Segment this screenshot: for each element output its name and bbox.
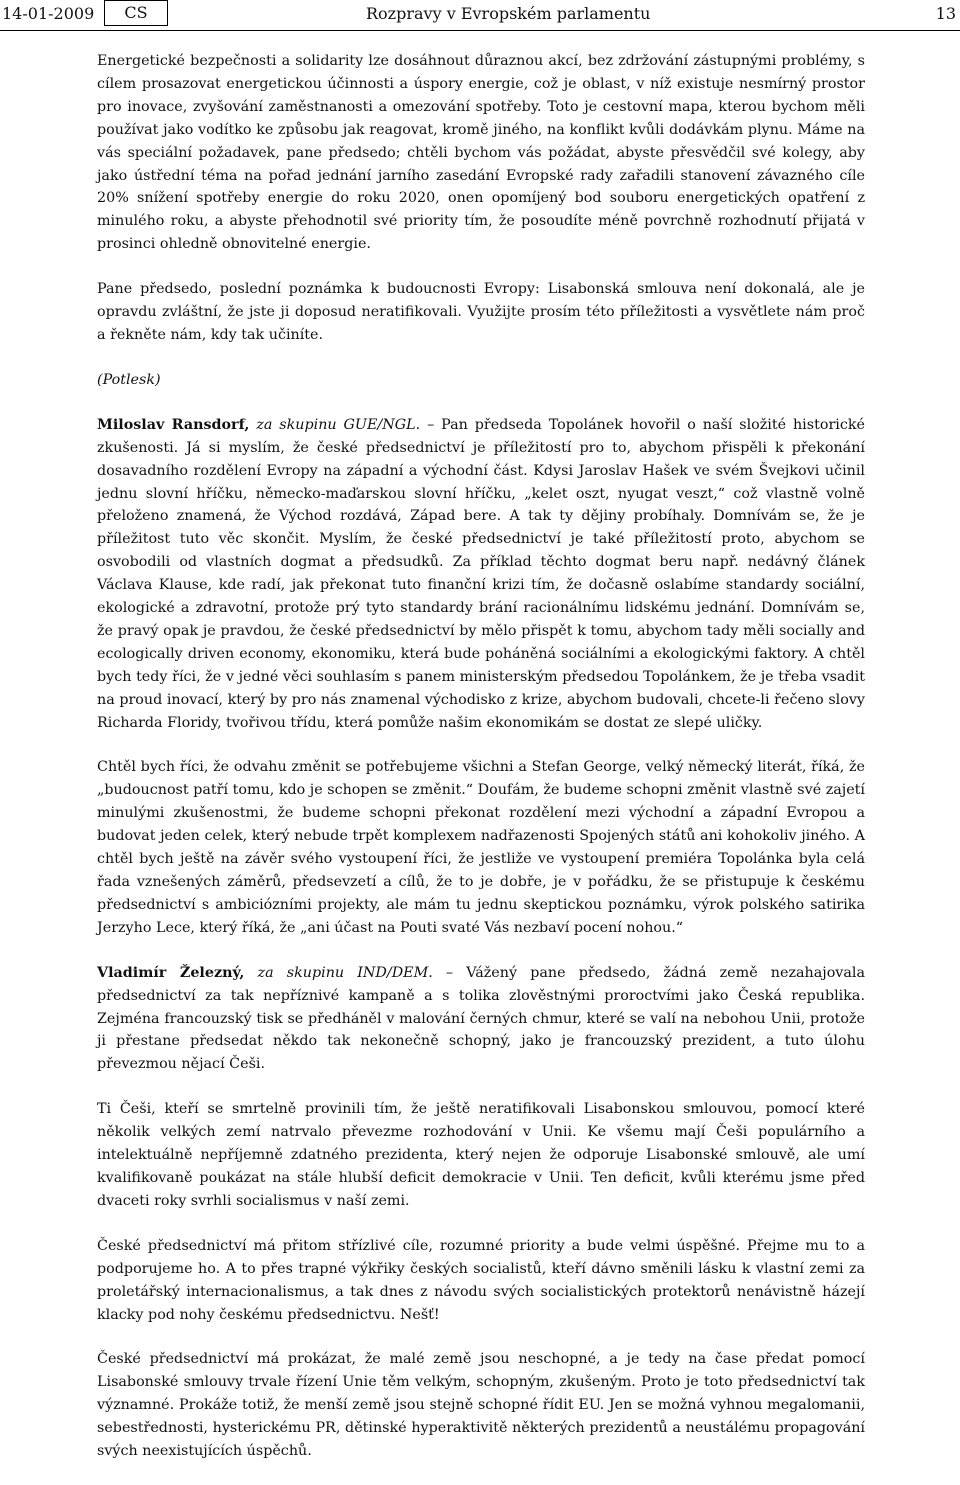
header-title: Rozpravy v Evropském parlamentu bbox=[366, 4, 651, 23]
speech-zelezny bbox=[97, 962, 865, 1077]
applause-note: (Potlesk) bbox=[97, 371, 161, 388]
paragraph: Pane předsedo, poslední poznámka k budoucnosti Evropy: Lisabonská smlouva není dokonalá, ale je opravdu zvláštní, že jste ji doposud neratifikovali. Využijte prosím této příležitosti a vysvětlete nám proč a řekněte nám, kdy tak učiníte. bbox=[97, 281, 865, 343]
speaker-group: za skupinu GUE/NGL. bbox=[256, 416, 421, 433]
paragraph: České předsednictví má přitom střízlivé cíle, rozumné priority a bude velmi úspěšné. Přejme mu to a podporujeme ho. A to přes trapné výkřiky českých socialistů, kteří dávno směnili lásku k vlastní zemi za proletářský internacionalismus, a tak dnes z návodu svých socialistických protektorů nenávistně házejí klacky pod nohy českému předsednictvu. Nešť! bbox=[97, 1237, 865, 1323]
header-language-box: CS bbox=[104, 0, 168, 26]
paragraph: Ti Češi, kteří se smrtelně provinili tím, že ještě neratifikovali Lisabonskou smlouvou, pomocí které několik velkých zemí natrvalo převezme rozhodování v Unii. Ke všemu mají Češi populárního a intelektuálně nepříjemně zdatného prezidenta, který nejen že odporuje Lisabonské smlouvě, ale umí kvalifikovaně poukázat na stále hlubší deficit demokracie v Unii. Ten deficit, kvůli kterému jsme před dvaceti roky svrhli socialismus v naší zemi. bbox=[97, 1101, 865, 1209]
speech-text: – Vážený pane předsedo, žádná země nezahajovala předsednictví za tak nepříznivé kampaně a s tolika zlověstnými proroctvími jako Česká republika. Zejména francouzský tisk se předháněl v malování černých chmur, které se valí na nebohou Unii, protože ji přestane předsedat někdo tak nekonečně schopný, jako je francouzský prezident, a tuto úlohu převezmou nějací Češi. bbox=[97, 964, 866, 1073]
speech-ransdorf bbox=[97, 414, 865, 735]
paragraph: České předsednictví má prokázat, že malé země jsou neschopné, a je tedy na čase předat pomocí Lisabonské smlouvy trvale řízení Unie těm velkým, schopným, zkušeným. Proto je toto předsednictví tak významné. Prokáže totiž, že menší země jsou stejně schopné řídit EU. Jen se možná vyhnou megalomanii, sebestřednosti, hysterickému PR, dětinské hyperaktivitě některých prezidentů a neustálému propagování svých neexistujících úspěchů. bbox=[97, 1351, 865, 1460]
debate-text bbox=[97, 50, 865, 1485]
header-page-number: 13 bbox=[935, 4, 956, 23]
paragraph: Energetické bezpečnosti a solidarity lze dosáhnout důraznou akcí, bez zdržování zástupnými problémy, s cílem prosazovat energetickou účinnosti a úspory energie, což je oblast, v níž existuje nesmírný prostor pro inovace, zvyšování zaměstnanosti a omezování spotřeby. Toto je cestovní mapa, kterou bychom měli používat jako vodítko ke způsobu jak reagovat, kromě jiného, na konflikt kvůli dodávkám plynu. Máme na vás speciální požadavek, pane předsedo; chtěli bychom vás požádat, abyste přesvědčil své kolegy, aby jako ústřední téma na pořad jednání jarního zasedání Evropské rady zařadili stanovení závazného cíle 20% snížení spotřeby energie do roku 2020, onen opomíjený bod souboru energetických opatření z minulého roku, a abyste přehodnotil své priority tím, že posoudíte méně povrchně rozhodnutí přijatá v prosinci ohledně obnovitelné energie. bbox=[97, 53, 865, 253]
speaker-group: za skupinu IND/DEM. bbox=[257, 964, 433, 981]
header-date: 14-01-2009 bbox=[2, 4, 95, 23]
speech-text: – Pan předseda Topolánek hovořil o naší složité historické zkušenosti. Já si myslím, že české předsednictví je příležitostí pro to, abychom přispěli k překonání dosavadního rozdělení Evropy na západní a východní část. Kdysi Jaroslav Hašek ve svém Švejkovi učinil jednu slovní hříčku, německo-maďarskou slovní hříčku, „kelet oszt, nyugat veszt,“ což vlastně volně přeloženo znamená, že Východ rozdává, Západ bere. A tak ty dějiny probíhaly. Domnívám se, že je příležitost tuto věc skončit. Myslím, že české předsednictví je také příležitostí proto, abychom se osvobodili od vlastních dogmat a předsudků. Za příklad těchto dogmat beru např. nedávný článek Václava Klause, kde radí, jak překonat tuto finanční krizi tím, že dočasně oslabíme standardy sociální, ekologické a zdravotní, protože prý tyto standardy brání racionálnímu lidskému jednání. Domnívám se, že pravý opak je pravdou, že české předsednictví by mělo přispět k tomu, abychom tady měli socially and ecologically driven economy, ekonomiku, která bude poháněná sociálními a ekologickými faktory. A chtěl bych tedy říci, že v jedné věci souhlasím s panem ministerským předsedou Topolánkem, že je třeba vsadit na proud inovací, který by pro nás znamenal východisko z krize, abychom budovali, chcete-li řečeno slovy Richarda Floridy, tvořivou třídu, která pomůže našim ekonomikám se dostat ze slepé uličky. bbox=[97, 416, 865, 731]
speaker-name: Vladimír Železný, bbox=[97, 964, 245, 981]
page-header bbox=[0, 0, 960, 31]
paragraph: Chtěl bych říci, že odvahu změnit se potřebujeme všichni a Stefan George, velký německý literát, říká, že „budoucnost patří tomu, kdo je schopen se změnit.“ Doufám, že budeme schopni změnit vlastně své zajetí minulými zkušenostmi, že budeme schopni překonat rozdělení mezi východní a západní Evropou a budovat jeden celek, který nebude trpět komplexem nadřazenosti Spojených států ani kohokoliv jiného. A chtěl bych ještě na závěr svého vystoupení říci, že jestliže ve vystoupení premiéra Topolánka byla celá řada vznešených záměrů, předsevzetí a cílů, že to je dobře, je v pořádku, že se přistupuje k českému předsednictví s ambiciózními projekty, ale mám tu jednu skeptickou poznámku, výrok polského satirika Jerzyho Lece, který říká, že „ani účast na Pouti svaté Vás nezbaví pocení nohou.“ bbox=[97, 759, 865, 936]
speaker-name: Miloslav Ransdorf, bbox=[97, 416, 250, 433]
